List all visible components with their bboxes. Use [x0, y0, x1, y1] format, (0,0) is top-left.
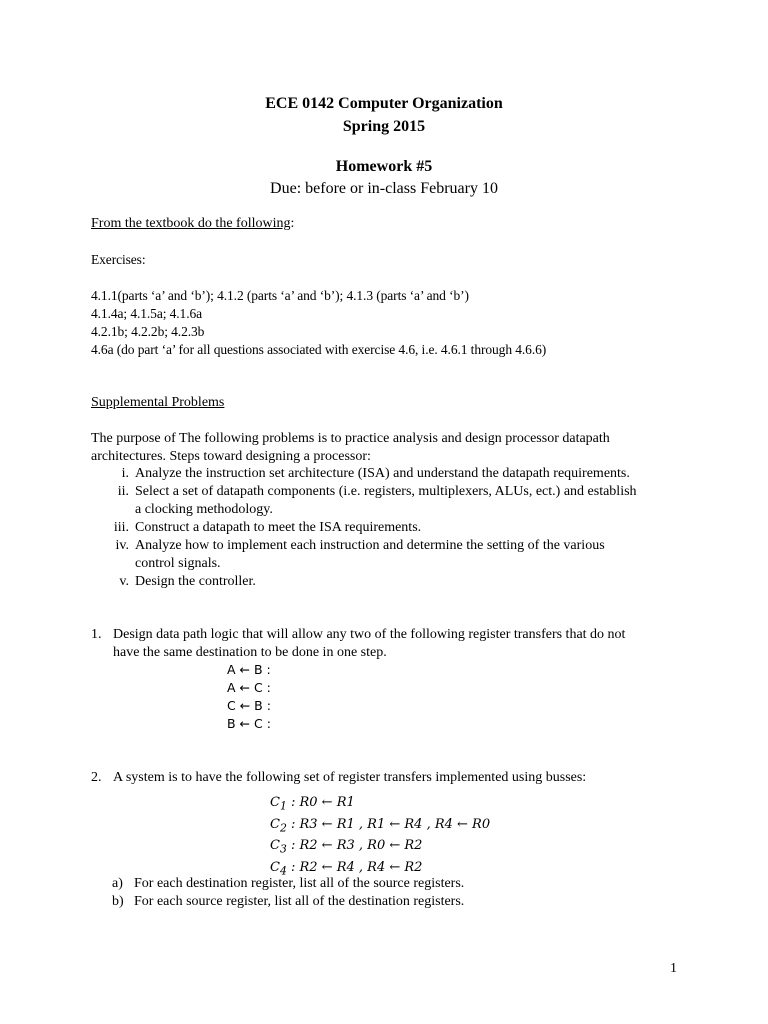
textbook-heading-colon: :	[290, 216, 295, 231]
step-text-cont: a clocking methodology.	[135, 502, 273, 517]
due-date: Due: before or in-class February 10	[270, 180, 498, 197]
control-subscript: 2	[279, 821, 287, 835]
register-transfer: B ← C :	[227, 716, 271, 731]
control-subscript: 1	[279, 799, 287, 813]
course-title: ECE 0142 Computer Organization	[265, 95, 503, 112]
equation-body: : R2 ← R4 , R4 ← R2	[286, 859, 423, 875]
problem-1-line-1: Design data path logic that will allow any two of the following register transfers that do not	[113, 627, 626, 642]
homework-title: Homework #5	[335, 158, 433, 175]
problem-part	[112, 875, 464, 893]
design-step	[91, 483, 691, 519]
step-number: iv.	[115, 538, 129, 553]
control-subscript: 3	[279, 842, 287, 856]
part-letter: b)	[112, 894, 124, 909]
design-step	[91, 519, 691, 537]
problem-part	[112, 893, 464, 911]
design-step	[91, 573, 691, 591]
problem-1-line-2: have the same destination to be done in one step.	[113, 645, 387, 660]
exercise-line-1: 4.1.1(parts ‘a’ and ‘b’); 4.1.2 (parts ‘a’ and ‘b’); 4.1.3 (parts ‘a’ and ‘b’)	[91, 288, 469, 303]
supplemental-intro-line-2: architectures. Steps toward designing a processor:	[91, 449, 371, 464]
register-transfer: A ← C :	[227, 680, 271, 695]
textbook-heading: From the textbook do the following	[91, 216, 291, 231]
equation-line	[270, 794, 490, 816]
problem-2-parts	[112, 875, 464, 911]
equation-line	[270, 816, 490, 838]
part-letter: a)	[112, 876, 123, 891]
control-symbol: C	[270, 795, 280, 810]
supplemental-heading: Supplemental Problems	[91, 395, 225, 410]
step-text: Analyze how to implement each instruction and determine the setting of the various	[135, 538, 605, 553]
register-transfer: C ← B :	[227, 698, 271, 713]
problem-1-number: 1.	[91, 627, 102, 642]
step-text: Construct a datapath to meet the ISA requirements.	[135, 520, 422, 535]
design-steps-list	[91, 465, 691, 591]
equation-body: : R2 ← R3 , R0 ← R2	[286, 838, 423, 854]
part-text: For each source register, list all of the destination registers.	[134, 894, 465, 909]
control-subscript: 4	[279, 864, 287, 878]
problem-2-line-1: A system is to have the following set of register transfers implemented using busses:	[113, 770, 587, 785]
supplemental-intro-line-1: The purpose of The following problems is to practice analysis and design processor datapath	[91, 431, 610, 446]
control-symbol: C	[270, 816, 280, 832]
problem-2-number: 2.	[91, 770, 102, 785]
step-text: Select a set of datapath components (i.e. registers, multiplexers, ALUs, ect.) and establish	[135, 484, 637, 499]
exercise-line-3: 4.2.1b; 4.2.2b; 4.2.3b	[91, 324, 205, 339]
step-number: v.	[119, 574, 129, 589]
control-symbol: C	[270, 838, 280, 854]
exercise-line-2: 4.1.4a; 4.1.5a; 4.1.6a	[91, 306, 203, 321]
equation-body: : R3 ← R1 , R1 ← R4 , R4 ← R0	[286, 816, 491, 832]
register-transfer: A ← B :	[227, 662, 271, 677]
part-text: For each destination register, list all of the source registers.	[134, 876, 465, 891]
equation-body: : R0 ← R1	[286, 795, 355, 810]
step-text: Analyze the instruction set architecture (ISA) and understand the datapath requirements.	[135, 466, 630, 481]
step-number: iii.	[113, 520, 129, 535]
step-text-cont: control signals.	[135, 556, 221, 571]
step-number: ii.	[117, 484, 129, 499]
design-step	[91, 465, 691, 483]
exercises-label: Exercises:	[91, 252, 146, 267]
textbook-heading-line	[91, 215, 294, 233]
register-transfer-list	[227, 661, 271, 733]
equation-line	[270, 837, 490, 859]
exercise-line-4: 4.6a (do part ‘a’ for all questions associated with exercise 4.6, i.e. 4.6.1 through 4.6.6)	[91, 342, 547, 357]
design-step	[91, 537, 691, 573]
page-number: 1	[670, 961, 677, 976]
control-symbol: C	[270, 859, 280, 875]
term-title: Spring 2015	[342, 118, 426, 135]
bus-transfer-equations	[270, 794, 490, 880]
step-number: i.	[121, 466, 129, 481]
step-text: Design the controller.	[135, 574, 256, 589]
